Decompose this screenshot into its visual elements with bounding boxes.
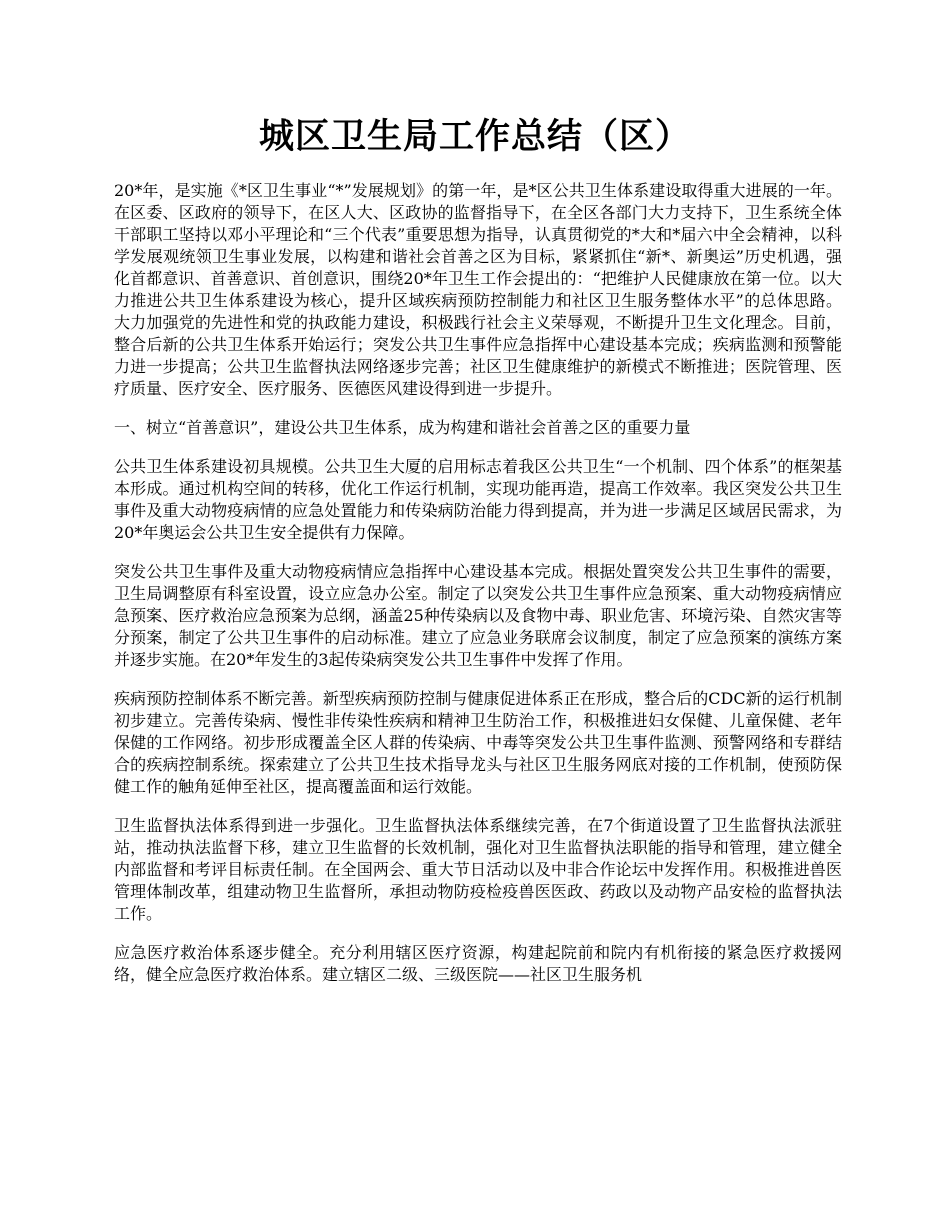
- body-paragraph: 公共卫生体系建设初具规模。公共卫生大厦的启用标志着我区公共卫生“一个机制、四个体系”的框架基本形成。通过机构空间的转移，优化工作运行机制，实现功能再造，提高工作效率。我区突发公共卫生事件及重大动物疫病情的应急处置能力和传染病防治能力得到提高，并为进一步满足区域居民需求，为20*年奥运会公共卫生安全提供有力保障。: [114, 457, 842, 542]
- body-paragraph: 卫生监督执法体系得到进一步强化。卫生监督执法体系继续完善，在7个街道设置了卫生监督执法派驻站，推动执法监督下移，建立卫生监督的长效机制，强化对卫生监督执法职能的指导和管理，建立健全内部监督和考评目标责任制。在全国两会、重大节日活动以及中非合作论坛中发挥作用。积极推进兽医管理体制改革，组建动物卫生监督所，承担动物防疫检疫兽医医政、药政以及动物产品安检的监督执法工作。: [114, 816, 842, 923]
- body-paragraph: 应急医疗救治体系逐步健全。充分利用辖区医疗资源，构建起院前和院内有机衔接的紧急医疗救援网络，健全应急医疗救治体系。建立辖区二级、三级医院——社区卫生服务机: [114, 943, 842, 984]
- document-title: 城区卫生局工作总结（区）: [258, 116, 691, 157]
- intro-paragraph: 20*年，是实施《*区卫生事业“*”发展规划》的第一年，是*区公共卫生体系建设取得重大进展的一年。在区委、区政府的领导下，在区人大、区政协的监督指导下，在全区各部门大力支持下，卫生系统全体干部职工坚持以邓小平理论和“三个代表”重要思想为指导，认真贯彻党的*大和*届六中全会精神，以科学发展观统领卫生事业发展，以构建和谐社会首善之区为目标，紧紧抓住“新*、新奥运”历史机遇，强化首都意识、首善意识、首创意识，围绕20*年卫生工作会提出的：“把维护人民健康放在第一位。以大力推进公共卫生体系建设为核心，提升区域疾病预防控制能力和社区卫生服务整体水平”的总体思路。大力加强党的先进性和党的执政能力建设，积极践行社会主义荣辱观，不断提升卫生文化理念。目前，整合后新的公共卫生体系开始运行；突发公共卫生事件应急指挥中心建设基本完成；疾病监测和预警能力进一步提高；公共卫生监督执法网络逐步完善；社区卫生健康维护的新模式不断推进；医院管理、医疗质量、医疗安全、医疗服务、医德医风建设得到进一步提升。: [114, 181, 842, 398]
- body-paragraph: 突发公共卫生事件及重大动物疫病情应急指挥中心建设基本完成。根据处置突发公共卫生事件的需要，卫生局调整原有科室设置，设立应急办公室。制定了以突发公共卫生事件应急预案、重大动物疫病情应急预案、医疗救治应急预案为总纲，涵盖25种传染病以及食物中毒、职业危害、环境污染、自然灾害等分预案，制定了公共卫生事件的启动标准。建立了应急业务联席会议制度，制定了应急预案的演练方案并逐步实施。在20*年发生的3起传染病突发公共卫生事件中发挥了作用。: [114, 562, 842, 669]
- body-paragraph: 疾病预防控制体系不断完善。新型疾病预防控制与健康促进体系正在形成，整合后的CDC新的运行机制初步建立。完善传染病、慢性非传染性疾病和精神卫生防治工作，积极推进妇女保健、儿童保健、老年保健的工作网络。初步形成覆盖全区人群的传染病、中毒等突发公共卫生事件监测、预警网络和专群结合的疾病控制系统。探索建立了公共卫生技术指导龙头与社区卫生服务网底对接的工作机制，使预防保健工作的触角延伸至社区，提高覆盖面和运行效能。: [114, 689, 842, 796]
- section-heading: 一、树立“首善意识”，建设公共卫生体系，成为构建和谐社会首善之区的重要力量: [114, 418, 691, 437]
- document-body: [114, 180, 842, 1003]
